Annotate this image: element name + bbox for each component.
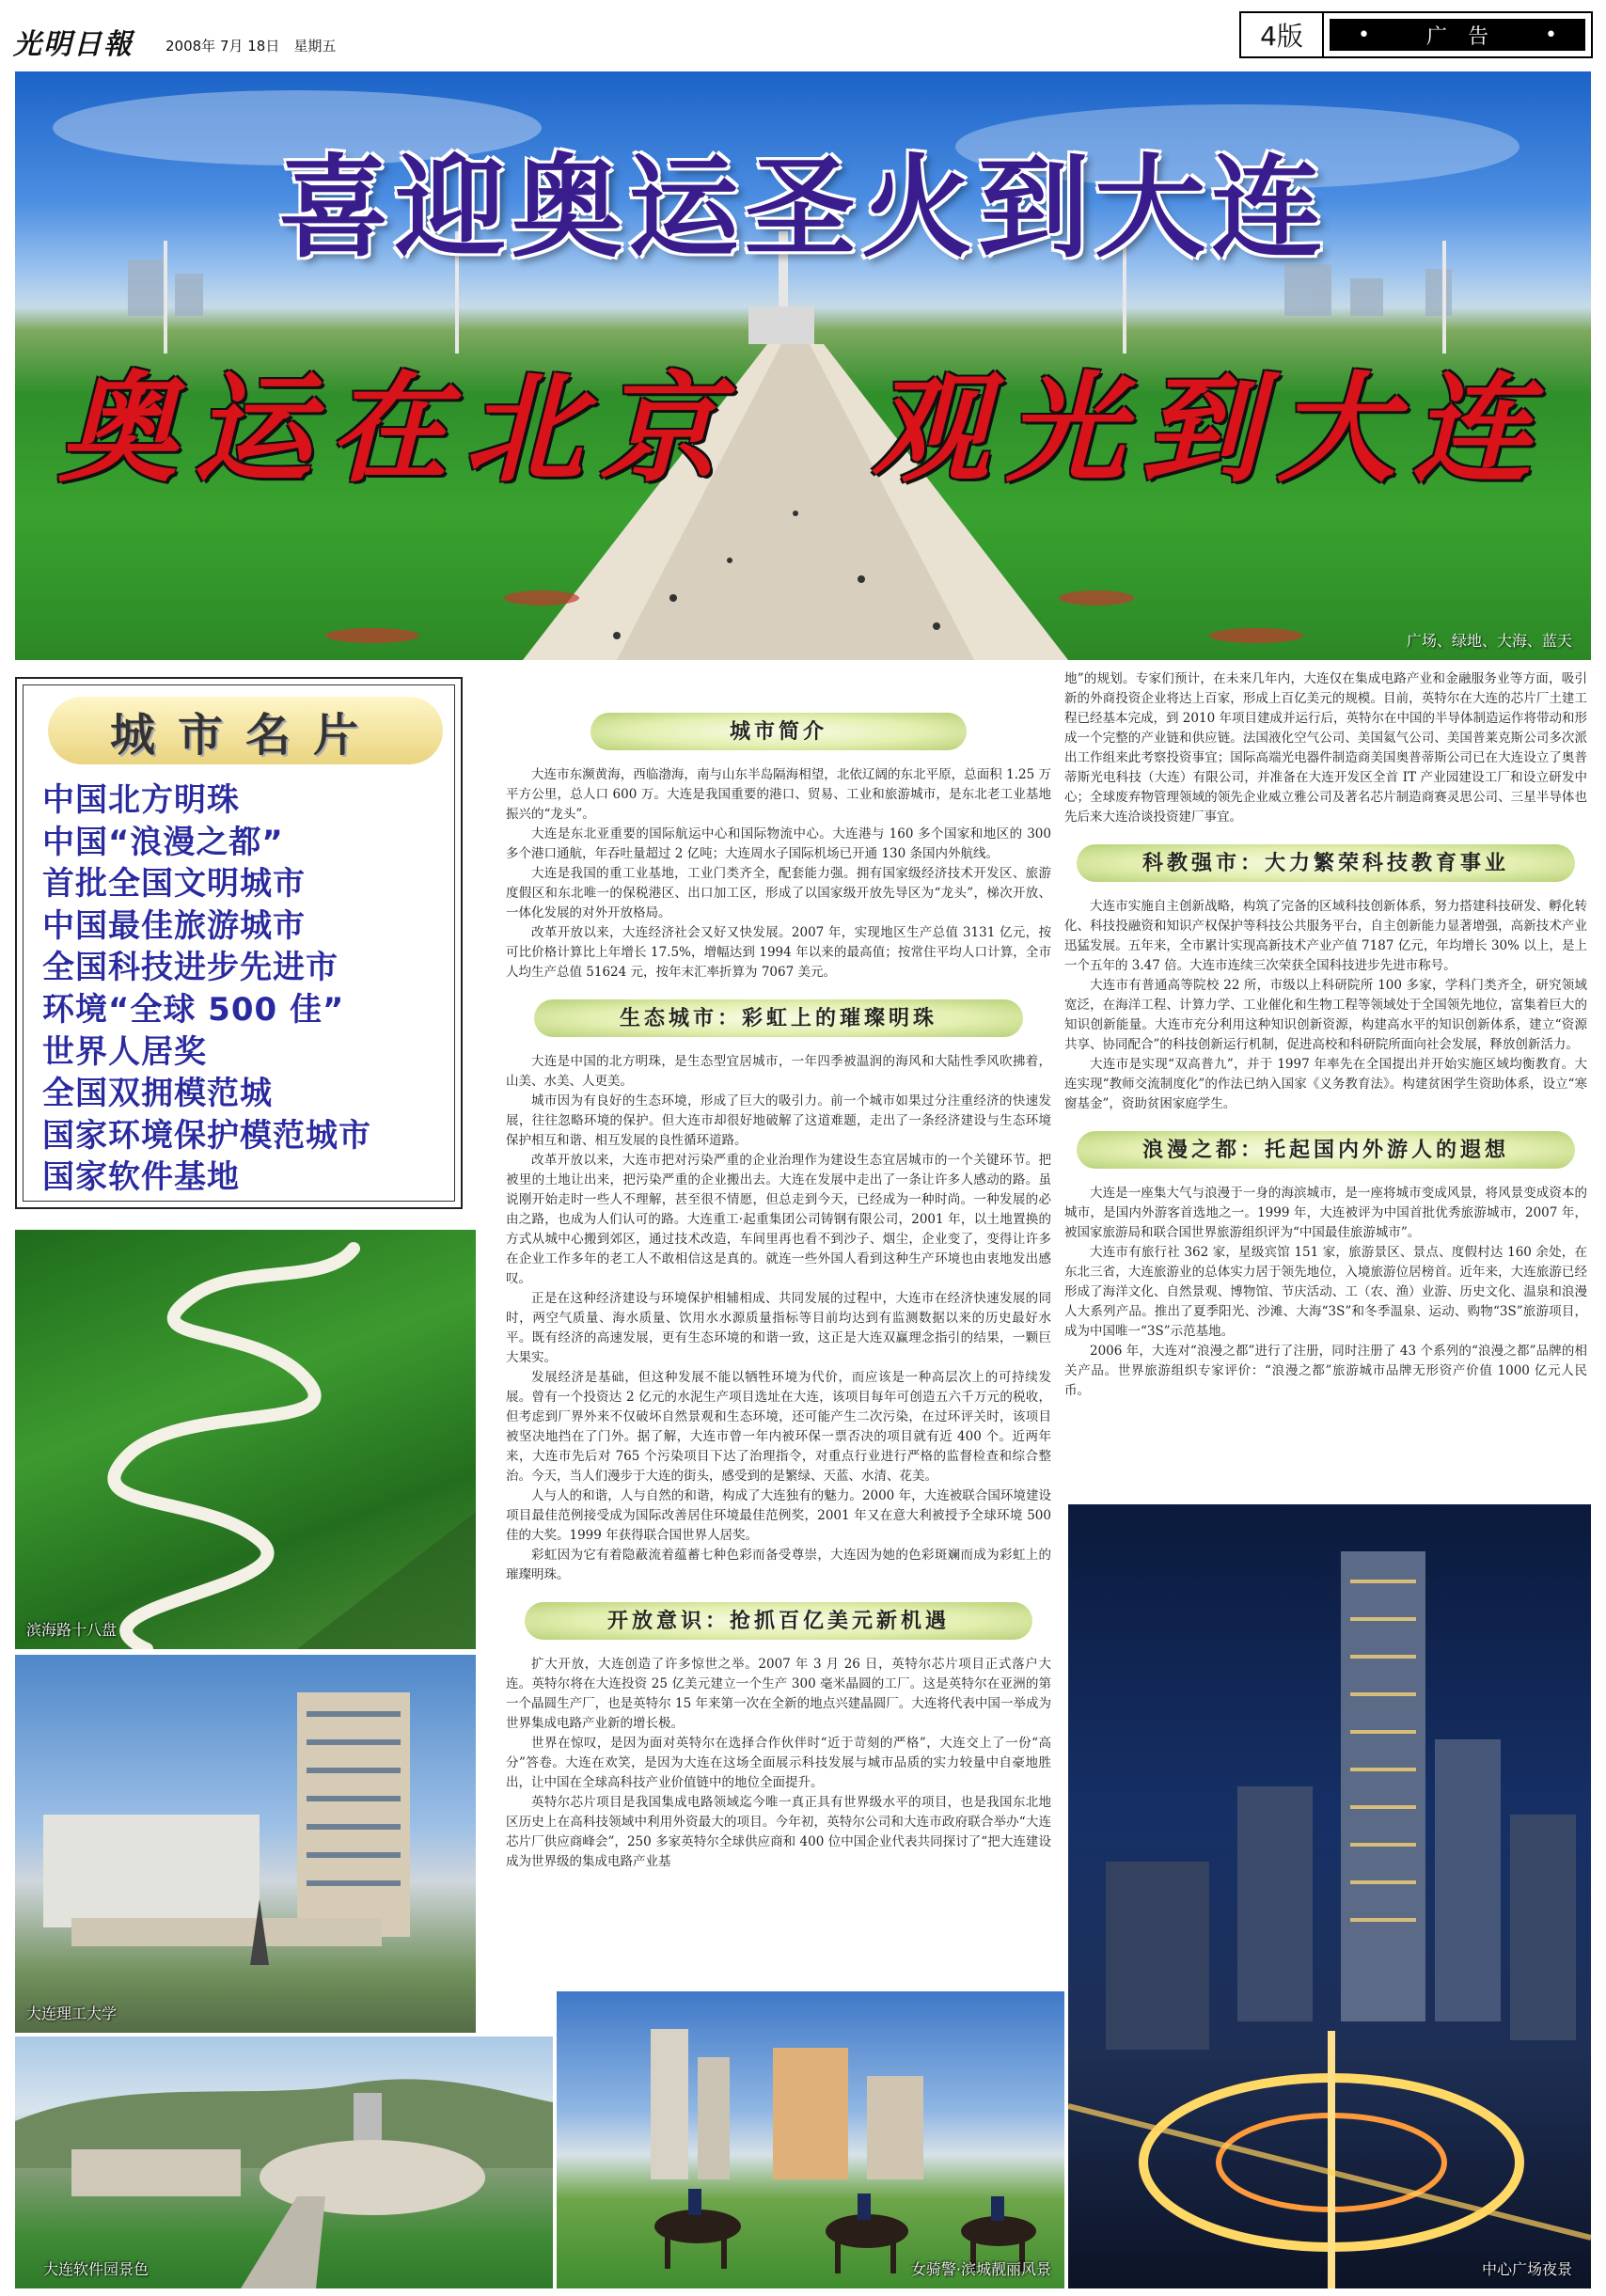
section-dot-left: • bbox=[1358, 23, 1370, 47]
photo-night-square bbox=[1068, 1504, 1591, 2288]
paragraph: 大连是中国的北方明珠，是生态型宜居城市，一年四季被温润的海风和大陆性季风吹拂着，山美、水美、人更美。 bbox=[506, 1054, 1051, 1089]
section-label: 广 告 bbox=[1425, 24, 1488, 49]
right-column bbox=[1064, 669, 1587, 1401]
honors-list bbox=[42, 779, 371, 1199]
university-buildings-art bbox=[15, 1655, 476, 2033]
city-card bbox=[15, 677, 463, 1209]
honor-item: 全国科技进步先进市 bbox=[42, 949, 339, 987]
photo-coastal-road bbox=[15, 1230, 476, 1649]
banner-slogan: 奥运在北京 观光到大连 bbox=[58, 359, 1548, 498]
section-heading: 浪漫之都：托起国内外游人的遐想 bbox=[1077, 1131, 1575, 1169]
photo-university bbox=[15, 1655, 476, 2033]
section-label-box bbox=[1330, 19, 1585, 51]
section-heading: 科教强市：大力繁荣科技教育事业 bbox=[1077, 844, 1575, 882]
honor-item: 国家环境保护模范城市 bbox=[42, 1116, 371, 1155]
paragraph: 大连市实施自主创新战略，构筑了完备的区域科技创新体系，努力搭建科技研发、孵化转化、科技投融资和知识产权保护等科技公共服务平台，自主创新能力显著增强，高新技术产业迅猛发展。五年来，全市累计实现高新技术产业产值 7187 亿元，年均增长 30% 以上，是上一个五年的 3.47 倍。大连市连续三次荣获全国科技进步先进市称号。 bbox=[1064, 899, 1587, 973]
winding-road-art bbox=[15, 1230, 476, 1649]
banner-main-title: 喜迎奥运圣火到大连 bbox=[277, 143, 1328, 273]
issue-date: 2008年 7月 18日 星期五 bbox=[165, 38, 337, 55]
paragraph: 世界在惊叹，是因为面对英特尔在选择合作伙伴时“近于苛刻的严格”，大连交上了一份“高分”答卷。大连在欢笑，是因为大连在这场全面展示科技发展与城市品质的实力较量中自豪地胜出，让中国在全球高科技产业价值链中的地位全面提升。 bbox=[506, 1736, 1051, 1790]
masthead-logo: 光明日報 bbox=[13, 28, 134, 61]
page-indicator bbox=[1239, 11, 1593, 58]
mounted-police-art bbox=[557, 1991, 1064, 2288]
paragraph: 大连市是实现“双高普九”，并于 1997 年率先在全国提出并开始实施区域均衡教育。大连实现“教师交流制度化”的作法已纳入国家《义务教育法》。构建贫困学生资助体系，设立“寒窗基金”，资助贫困家庭学生。 bbox=[1064, 1057, 1587, 1111]
section-heading: 生态城市：彩虹上的璀璨明珠 bbox=[534, 999, 1023, 1037]
honor-item: 中国最佳旅游城市 bbox=[42, 906, 306, 945]
section-heading: 城市简介 bbox=[590, 713, 967, 750]
night-skyline-art bbox=[1068, 1504, 1591, 2288]
paragraph: 大连是我国的重工业基地，工业门类齐全，配套能力强。拥有国家级经济技术开发区、旅游度假区和东北唯一的保税港区、出口加工区，形成了以国家级开放先导区为“龙头”，梯次开放、一体化发展的对外开放格局。 bbox=[506, 866, 1051, 920]
paragraph: 彩虹因为它有着隐蔽流着蕴蓄七种色彩而备受尊崇，大连因为她的色彩斑斓而成为彩虹上的璀璨明珠。 bbox=[506, 1548, 1051, 1582]
paragraph: 改革开放以来，大连市把对污染严重的企业治理作为建设生态宜居城市的一个关键环节。把被里的土地让出来，把污染严重的企业搬出去。大连在发展中走出了一条让许多人感动的路。虽说刚开始走时一些人不理解，甚至很不情愿，但总走到今天，已经成为一种时尚。一种发展的必由之路，也成为人们认可的路。大连重工·起重集团公司铸钢有限公司，2001 年，以土地置换的方式从城中心搬到郊区，通过技术改造，车间里再也看不到沙子、烟尘，企业变了，变得让许多在企业工作多年的老工人不敢相信这是真的。就连一些外国人看到这种生产环境也由衷地发出感叹。 bbox=[506, 1153, 1051, 1286]
paragraph: 大连市东濒黄海，西临渤海，南与山东半岛隔海相望，北依辽阔的东北平原，总面积 1.25 万平方公里，总人口 600 万。大连是我国重要的港口、贸易、工业和旅游城市，是东北老工业基地振兴的“龙头”。 bbox=[506, 767, 1051, 822]
section-dot-right: • bbox=[1545, 23, 1557, 47]
honor-item: 国家软件基地 bbox=[42, 1158, 240, 1197]
middle-column bbox=[506, 698, 1051, 1872]
paragraph: 英特尔芯片项目是我国集成电路领域迄今唯一真正具有世界级水平的项目，也是我国东北地区历史上在高科技领域中利用外资最大的项目。今年初，英特尔公司和大连市政府联合举办“大连芯片厂供应商峰会”，250 多家英特尔全球供应商和 400 位中国企业代表共同探讨了“把大连建设成为世界级的集成电路产业基 bbox=[506, 1795, 1051, 1869]
page-number: 4版 bbox=[1241, 13, 1324, 56]
photo-software-park bbox=[15, 2037, 553, 2288]
banner-photo bbox=[15, 71, 1591, 660]
city-card-title: 城市名片 bbox=[48, 697, 443, 764]
section-heading: 开放意识：抢抓百亿美元新机遇 bbox=[525, 1602, 1032, 1640]
photo-mounted-police bbox=[557, 1991, 1064, 2288]
photo-caption: 大连理工大学 bbox=[26, 2005, 118, 2022]
paragraph: 正是在这种经济建设与环境保护相辅相成、共同发展的过程中，大连市在经济快速发展的同时，两空气质量、海水质量、饮用水水源质量指标等目前均达到有监测数据以来的历史最好水平。既有经济的高速发展，更有生态环境的和谐一致，这正是大连双赢理念指引的结果，一颗巨大果实。 bbox=[506, 1291, 1051, 1365]
honor-item: 中国“浪漫之都” bbox=[42, 823, 284, 861]
paragraph: 大连市有普通高等院校 22 所，市级以上科研院所 100 多家，学科门类齐全，研究领域宽泛，在海洋工程、计算力学、工业催化和生物工程等领域处于全国领先地位，富集着巨大的知识创新能量。大连市充分利用这种知识创新资源，构建高水平的知识创新体系，建立“资源共享、协同配合”的科技创新运行机制，促进高校和科研院所面向社会发展，释放创新活力。 bbox=[1064, 978, 1587, 1052]
photo-caption: 滨海路十八盘 bbox=[26, 1621, 118, 1639]
paragraph: 2006 年，大连对“浪漫之都”进行了注册，同时注册了 43 个系列的“浪漫之都”品牌的相关产品。世界旅游组织专家评价：“浪漫之都”旅游城市品牌无形资产价值 1000 亿元人民币。 bbox=[1064, 1344, 1587, 1398]
paragraph: 大连是东北亚重要的国际航运中心和国际物流中心。大连港与 160 多个国家和地区的 300 多个港口通航，年吞吐量超过 2 亿吨；大连周水子国际机场已开通 130 条国内外航线。 bbox=[506, 826, 1051, 861]
software-park-art bbox=[15, 2037, 553, 2288]
honor-item: 首批全国文明城市 bbox=[42, 865, 306, 904]
photo-caption: 中心广场夜景 bbox=[1481, 2260, 1572, 2278]
honor-item: 环境“全球 500 佳” bbox=[42, 990, 345, 1029]
paragraph: 城市因为有良好的生态环境，形成了巨大的吸引力。前一个城市如果过分注重经济的快速发展，往往忽略环境的保护。但大连市却很好地破解了这道难题，走出了一条经济建设与生态环境保护相互和谐、相互发展的良性循环道路。 bbox=[506, 1093, 1051, 1148]
paragraph: 发展经济是基础，但这种发展不能以牺牲环境为代价，而应该是一种高层次上的可持续发展。曾有一个投资达 2 亿元的水泥生产项目选址在大连，该项目每年可创造五六千万元的税收，但考虑到厂界外来不仅破坏自然景观和生态环境，还可能产生二次污染，在过环评关时，该项目被坚决地挡在了门外。据了解，大连市曾一年内被环保一票否决的项目就有近 400 个。近两年来，大连市先后对 765 个污染项目下达了治理指令，对重点行业进行严格的监督检查和综合整治。今天，当人们漫步于大连的街头，感受到的是繁绿、天蓝、水清、花美。 bbox=[506, 1370, 1051, 1484]
paragraph: 大连是一座集大气与浪漫于一身的海滨城市，是一座将城市变成风景，将风景变成资本的城市，是国内外游客首选地之一。1999 年，大连被评为中国首批优秀旅游城市，2007 年，被国家旅游局和联合国世界旅游组织评为“中国最佳旅游城市”。 bbox=[1064, 1186, 1587, 1240]
photo-caption: 大连软件园景色 bbox=[43, 2260, 150, 2278]
photo-caption: 女骑警·滨城靓丽风景 bbox=[910, 2260, 1051, 2278]
city-card-inner bbox=[23, 684, 455, 1202]
paragraph: 大连市有旅行社 362 家，星级宾馆 151 家，旅游景区、景点、度假村达 160 余处，在东北三省，大连旅游业的总体实力居于领先地位，入境旅游位居榜首。近年来，大连旅游已经形成了海洋文化、自然景观、博物馆、节庆活动、工（农、渔）业游、历史文化、温泉和浪漫人大系列产品。推出了夏季阳光、沙滩、大海“3S”和冬季温泉、运动、购物“3S”旅游项目，成为中国唯一“3S”示范基地。 bbox=[1064, 1245, 1587, 1339]
honor-item: 中国北方明珠 bbox=[42, 781, 240, 819]
banner-caption: 广场、绿地、大海、蓝天 bbox=[1406, 632, 1572, 650]
paragraph: 改革开放以来，大连经济社会又好又快发展。2007 年，实现地区生产总值 3131 亿元，按可比价格计算比上年增长 17.5%，增幅达到 1994 年以来的最高值；按常住平均人口计算，全市人均生产总值 51624 元，按年末汇率折算为 7067 美元。 bbox=[506, 925, 1051, 980]
paragraph: 扩大开放，大连创造了许多惊世之举。2007 年 3 月 26 日，英特尔芯片项目正式落户大连。英特尔将在大连投资 25 亿美元建立一个生产 300 毫米晶圆的工厂。这是英特尔在亚洲的第一个晶圆生产厂，也是英特尔 15 年来第一次在全新的地点兴建晶圆厂。大连将代表中国一举成为世界集成电路产业新的增长极。 bbox=[506, 1657, 1051, 1731]
paragraph-continued: 地”的规划。专家们预计，在未来几年内，大连仅在集成电路产业和金融服务业等方面，吸引新的外商投资企业将达上百家，形成上百亿美元的规模。目前，英特尔在大连的芯片厂土建工程已经基本完成，到 2010 年项目建成并运行后，英特尔在中国的半导体制造运作将带动和形成一个完整的产业链和供应链。法国液化空气公司、美国氦气公司、美国普莱克斯公司多次派出工作组来此考察投资事宜；国际高端光电器件制造商美国奥普蒂斯公司已在大连设立了奥普蒂斯光电科技（大连）有限公司，并准备在大连开发区全首 IT 产业园建设工厂和设立研发中心；全球废弃物管理领域的领先企业威立雅公司及著名芯片制造商赛灵思公司、三星半导体也先后来大连洽谈投资建厂事宜。 bbox=[1064, 671, 1587, 825]
honor-item: 世界人居奖 bbox=[42, 1032, 207, 1071]
paragraph: 人与人的和谐，人与自然的和谐，构成了大连独有的魅力。2000 年，大连被联合国环境建设项目最佳范例接受成为国际改善居住环境最佳范例奖，2001 年又在意大利被授予全球环境 500 佳的大奖。1999 年获得联合国世界人居奖。 bbox=[506, 1488, 1051, 1543]
honor-item: 全国双拥模范城 bbox=[42, 1075, 273, 1113]
